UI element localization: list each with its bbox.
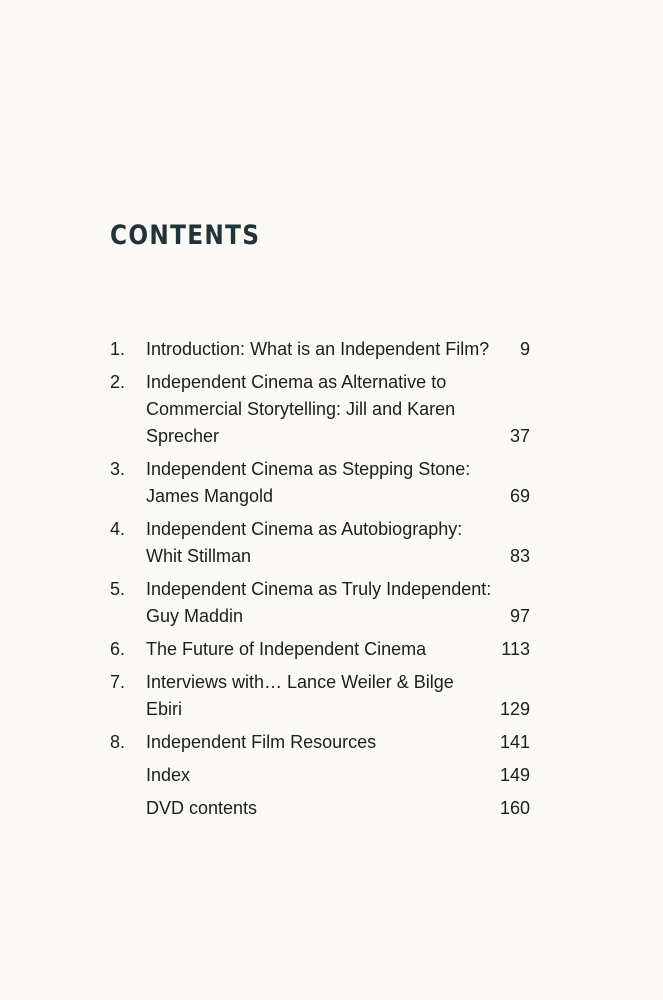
toc-entry[interactable] bbox=[110, 762, 530, 789]
toc-entry-title bbox=[146, 669, 500, 723]
toc-entry-number: 3. bbox=[110, 459, 126, 479]
toc-entry-page: 160 bbox=[499, 798, 530, 818]
toc-entry-page: 129 bbox=[499, 699, 530, 719]
toc-entry-title-line: Interviews with… Lance Weiler & Bilge bbox=[146, 672, 454, 692]
toc-entry-title-line: Independent Cinema as Truly Independent: bbox=[146, 579, 492, 599]
toc-entry-page: 9 bbox=[519, 339, 530, 359]
toc-entry-page: 83 bbox=[509, 546, 530, 566]
toc-entry-title-line: Introduction: What is an Independent Film? bbox=[146, 339, 490, 359]
toc-entry-title-line: Whit Stillman bbox=[146, 546, 252, 566]
toc-entry[interactable] bbox=[110, 456, 530, 510]
toc-entry[interactable] bbox=[110, 729, 530, 756]
toc-entry[interactable] bbox=[110, 336, 530, 363]
toc-entry-number: 2. bbox=[110, 372, 126, 392]
toc-entry[interactable] bbox=[110, 795, 530, 822]
toc-entry-page: 149 bbox=[499, 765, 530, 785]
toc-entry-title bbox=[146, 636, 501, 663]
toc-entry-title bbox=[146, 516, 510, 570]
toc-entry-title-line: Independent Cinema as Stepping Stone: bbox=[146, 459, 471, 479]
table-of-contents bbox=[110, 336, 530, 828]
toc-entry-title-line: Guy Maddin bbox=[146, 606, 244, 626]
toc-entry-page: 141 bbox=[499, 732, 530, 752]
toc-entry-title-line: DVD contents bbox=[146, 798, 258, 818]
toc-entry-title-line: Index bbox=[146, 765, 191, 785]
toc-entry-title bbox=[146, 729, 500, 756]
toc-entry[interactable] bbox=[110, 369, 530, 450]
toc-entry[interactable] bbox=[110, 576, 530, 630]
toc-entry-title-line: The Future of Independent Cinema bbox=[146, 639, 427, 659]
toc-entry-title-line: Independent Film Resources bbox=[146, 732, 377, 752]
toc-entry-title bbox=[146, 369, 510, 450]
toc-entry-title-line: Ebiri bbox=[146, 699, 183, 719]
toc-entry-number: 6. bbox=[110, 639, 126, 659]
toc-entry-title bbox=[146, 795, 500, 822]
toc-entry[interactable] bbox=[110, 516, 530, 570]
toc-entry[interactable] bbox=[110, 669, 530, 723]
toc-entry-page: 113 bbox=[501, 639, 530, 659]
toc-entry-page: 37 bbox=[509, 426, 530, 446]
toc-entry-title-line: Independent Cinema as Autobiography: bbox=[146, 519, 463, 539]
toc-entry-number: 1. bbox=[110, 339, 126, 359]
toc-entry-number: 8. bbox=[110, 732, 126, 752]
page-title: CONTENTS bbox=[110, 220, 261, 251]
toc-entry-title-line: Sprecher bbox=[146, 426, 220, 446]
toc-entry-number: 4. bbox=[110, 519, 126, 539]
toc-entry-title bbox=[146, 762, 500, 789]
toc-entry[interactable] bbox=[110, 636, 530, 663]
toc-entry-number: 7. bbox=[110, 672, 126, 692]
toc-entry-page: 97 bbox=[509, 606, 530, 626]
toc-entry-number: 5. bbox=[110, 579, 126, 599]
toc-entry-page: 69 bbox=[509, 486, 530, 506]
toc-entry-title-line: Independent Cinema as Alternative to bbox=[146, 372, 447, 392]
toc-entry-title bbox=[146, 456, 510, 510]
toc-entry-title bbox=[146, 336, 520, 363]
toc-entry-title-line: James Mangold bbox=[146, 486, 274, 506]
toc-entry-title bbox=[146, 576, 510, 630]
toc-entry-title-line: Commercial Storytelling: Jill and Karen bbox=[146, 399, 456, 419]
